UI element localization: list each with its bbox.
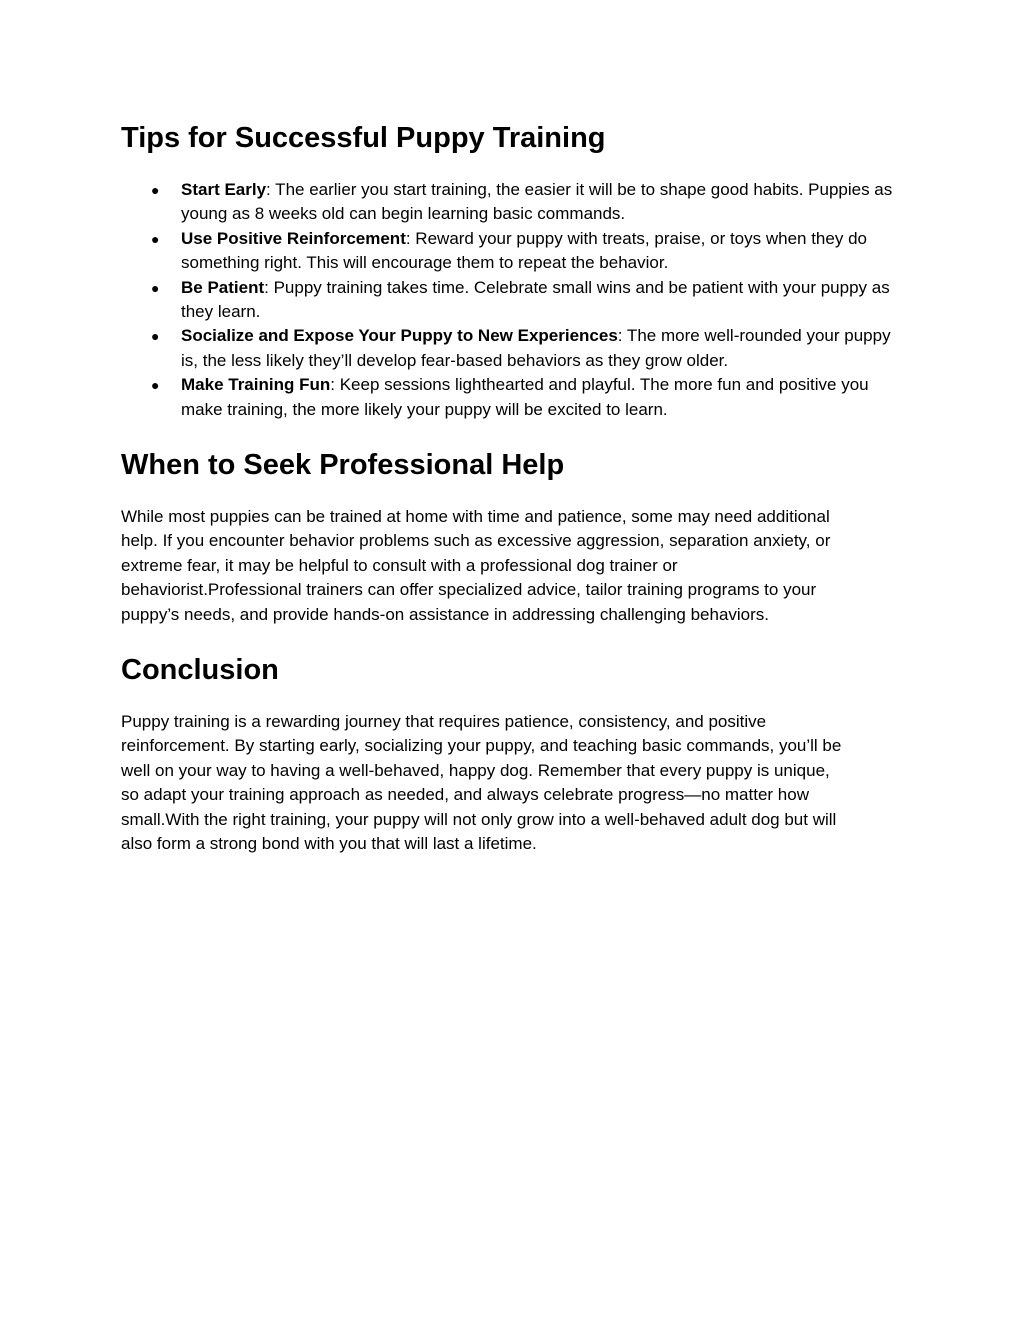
paragraph-line: also form a strong bond with you that will last a lifetime. xyxy=(121,834,537,854)
bullet-icon: ● xyxy=(151,377,160,394)
paragraph-line: well on your way to having a well-behaved, happy dog. Remember that every puppy is unique, xyxy=(121,760,830,780)
tip-text: : Reward your puppy with treats, praise, or toys when they do something right. This will encourage them to repeat the behavior. xyxy=(181,228,867,273)
paragraph-line: puppy’s needs, and provide hands-on assistance in addressing challenging behaviors. xyxy=(121,604,770,624)
bullet-icon: ● xyxy=(151,182,160,198)
paragraph-line: Puppy training is a rewarding journey that requires patience, consistency, and positive xyxy=(121,712,767,731)
list-item xyxy=(121,373,911,422)
paragraph-line: reinforcement. By starting early, socializing your puppy, and teaching basic commands, you’ll be xyxy=(121,736,842,756)
tips-heading: Tips for Successful Puppy Training xyxy=(121,122,606,154)
tip-text: : Keep sessions lighthearted and playful. The more fun and positive you make training, the more likely your puppy will be excited to learn. xyxy=(181,375,869,419)
professional-help-paragraph xyxy=(121,505,911,627)
list-item xyxy=(121,178,911,227)
conclusion-paragraph xyxy=(121,710,911,856)
paragraph-line: help. If you encounter behavior problems such as excessive aggression, separation anxiety, or xyxy=(121,531,831,551)
list-item xyxy=(121,276,911,325)
list-item xyxy=(121,324,911,373)
tip-text: : The earlier you start training, the easier it will be to shape good habits. Puppies as young as 8 weeks old can begin learning basic commands. xyxy=(181,180,893,224)
tip-term: Start Early xyxy=(181,180,267,199)
tip-text: : The more well-rounded your puppy is, the less likely they’ll develop fear-based behaviors as they grow older. xyxy=(181,326,891,370)
professional-help-heading: When to Seek Professional Help xyxy=(121,449,565,481)
tip-text: : Puppy training takes time. Celebrate small wins and be patient with your puppy as they learn. xyxy=(181,277,890,322)
paragraph-line: so adapt your training approach as needed, and always celebrate progress—no matter how xyxy=(121,785,809,805)
bullet-icon: ● xyxy=(151,279,160,296)
tip-term: Be Patient xyxy=(181,277,265,297)
conclusion-heading: Conclusion xyxy=(121,654,279,686)
tip-term: Use Positive Reinforcement xyxy=(181,228,406,248)
bullet-icon: ● xyxy=(151,328,160,345)
tip-term: Make Training Fun xyxy=(181,375,331,395)
tips-list xyxy=(121,178,911,422)
bullet-icon: ● xyxy=(151,230,160,247)
list-item xyxy=(121,227,911,276)
paragraph-line: behaviorist.Professional trainers can offer specialized advice, tailor training programs to your xyxy=(121,580,817,600)
tip-term: Socialize and Expose Your Puppy to New Experiences xyxy=(181,326,618,346)
paragraph-line: While most puppies can be trained at home with time and patience, some may need additional xyxy=(121,507,830,526)
paragraph-line: small.With the right training, your puppy will not only grow into a well-behaved adult dog but will xyxy=(121,809,837,829)
paragraph-line: extreme fear, it may be helpful to consult with a professional dog trainer or xyxy=(121,555,678,575)
